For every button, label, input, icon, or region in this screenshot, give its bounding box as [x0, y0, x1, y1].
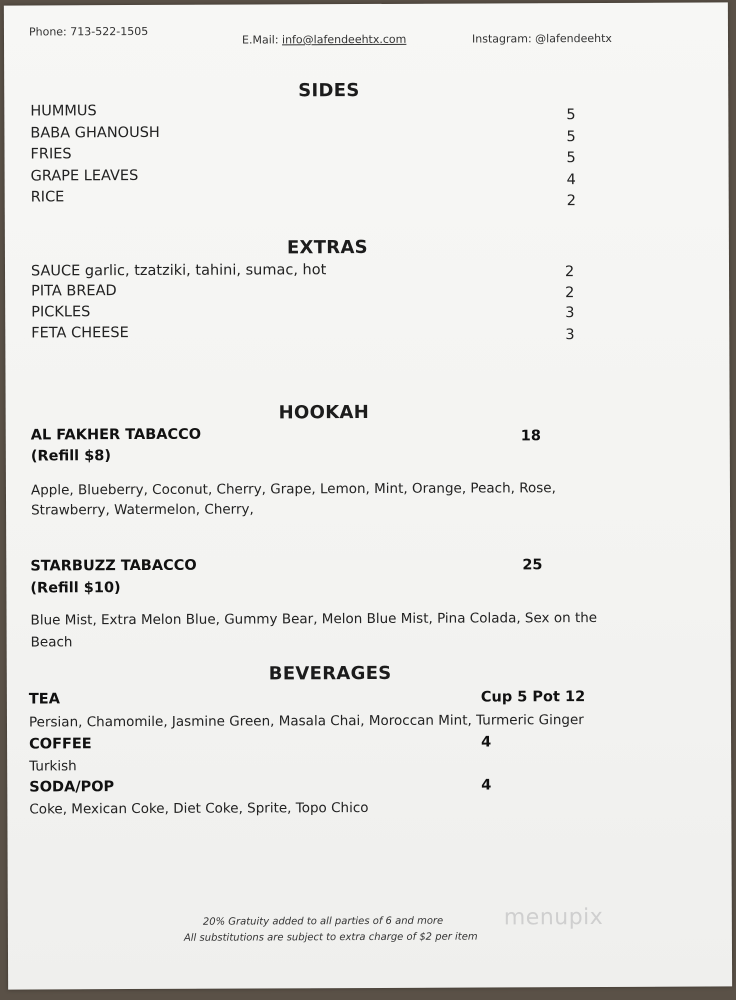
- phone-number: Phone: 713-522-1505: [28, 24, 149, 39]
- gratuity-note: 20% Gratuity added to all parties of 6 and more: [202, 915, 444, 928]
- hookah-heading: HOOKAH: [278, 401, 370, 424]
- soda-name: SODA/POP: [29, 779, 115, 796]
- side-item-price: 5: [566, 150, 576, 167]
- extra-item-name: PITA BREAD: [31, 283, 117, 300]
- extras-heading: EXTRAS: [286, 236, 368, 259]
- al-fakher-flavors: Strawberry, Watermelon, Cherry,: [31, 501, 254, 519]
- starbuzz-flavors: Blue Mist, Extra Melon Blue, Gummy Bear, Melon Blue Mist, Pina Colada, Sex on the: [30, 610, 598, 629]
- soda-varieties: Coke, Mexican Coke, Diet Coke, Sprite, Topo Chico: [29, 800, 369, 818]
- coffee-varieties: Turkish: [29, 758, 77, 775]
- side-item-price: 5: [566, 129, 576, 146]
- side-item-price: 2: [566, 193, 576, 210]
- side-item-name: RICE: [30, 189, 65, 206]
- side-item-name: FRIES: [30, 146, 72, 163]
- al-fakher-refill: (Refill $8): [30, 448, 112, 465]
- substitution-note: All substitutions are subject to extra charge of $2 per item: [183, 931, 478, 944]
- extra-item-price: 2: [565, 285, 575, 302]
- tea-name: TEA: [28, 691, 60, 708]
- extra-item-price: 3: [565, 305, 575, 322]
- al-fakher-name: AL FAKHER TABACCO: [30, 426, 202, 444]
- tea-price: Cup 5 Pot 12: [480, 689, 586, 706]
- side-item-price: 4: [566, 172, 576, 189]
- extra-item-price: 2: [564, 264, 575, 281]
- starbuzz-name: STARBUZZ TABACCO: [30, 557, 197, 575]
- side-item-name: BABA GHANOUSH: [30, 124, 160, 142]
- side-item-price: 5: [566, 107, 576, 124]
- side-item-name: HUMMUS: [30, 103, 97, 120]
- sides-heading: SIDES: [298, 80, 360, 102]
- al-fakher-price: 18: [520, 428, 541, 445]
- instagram-handle: Instagram: @lafendeehtx: [471, 31, 612, 46]
- extra-item-name: SAUCE garlic, tzatziki, tahini, sumac, hot: [30, 262, 327, 280]
- extra-item-price: 3: [565, 327, 575, 344]
- beverages-heading: BEVERAGES: [268, 662, 392, 685]
- starbuzz-refill: (Refill $10): [30, 580, 121, 597]
- starbuzz-flavors: Beach: [30, 634, 73, 651]
- tea-varieties: Persian, Chamomile, Jasmine Green, Masala Chai, Moroccan Mint, Turmeric Ginger: [28, 712, 584, 731]
- email-line: [242, 33, 406, 47]
- al-fakher-flavors: Apple, Blueberry, Coconut, Cherry, Grape, Lemon, Mint, Orange, Peach, Rose,: [30, 480, 556, 499]
- starbuzz-price: 25: [522, 557, 543, 574]
- side-item-name: GRAPE LEAVES: [30, 167, 139, 185]
- coffee-name: COFFEE: [29, 736, 92, 753]
- extra-item-name: PICKLES: [31, 304, 91, 321]
- extra-item-name: FETA CHEESE: [31, 325, 129, 342]
- email-link[interactable]: info@lafendeehtx.com: [281, 32, 407, 47]
- email-label: E.Mail:: [241, 33, 283, 47]
- menupix-watermark: menupix: [503, 904, 604, 931]
- menu-page: [4, 2, 732, 989]
- coffee-price: 4: [481, 734, 492, 751]
- soda-price: 4: [481, 777, 492, 794]
